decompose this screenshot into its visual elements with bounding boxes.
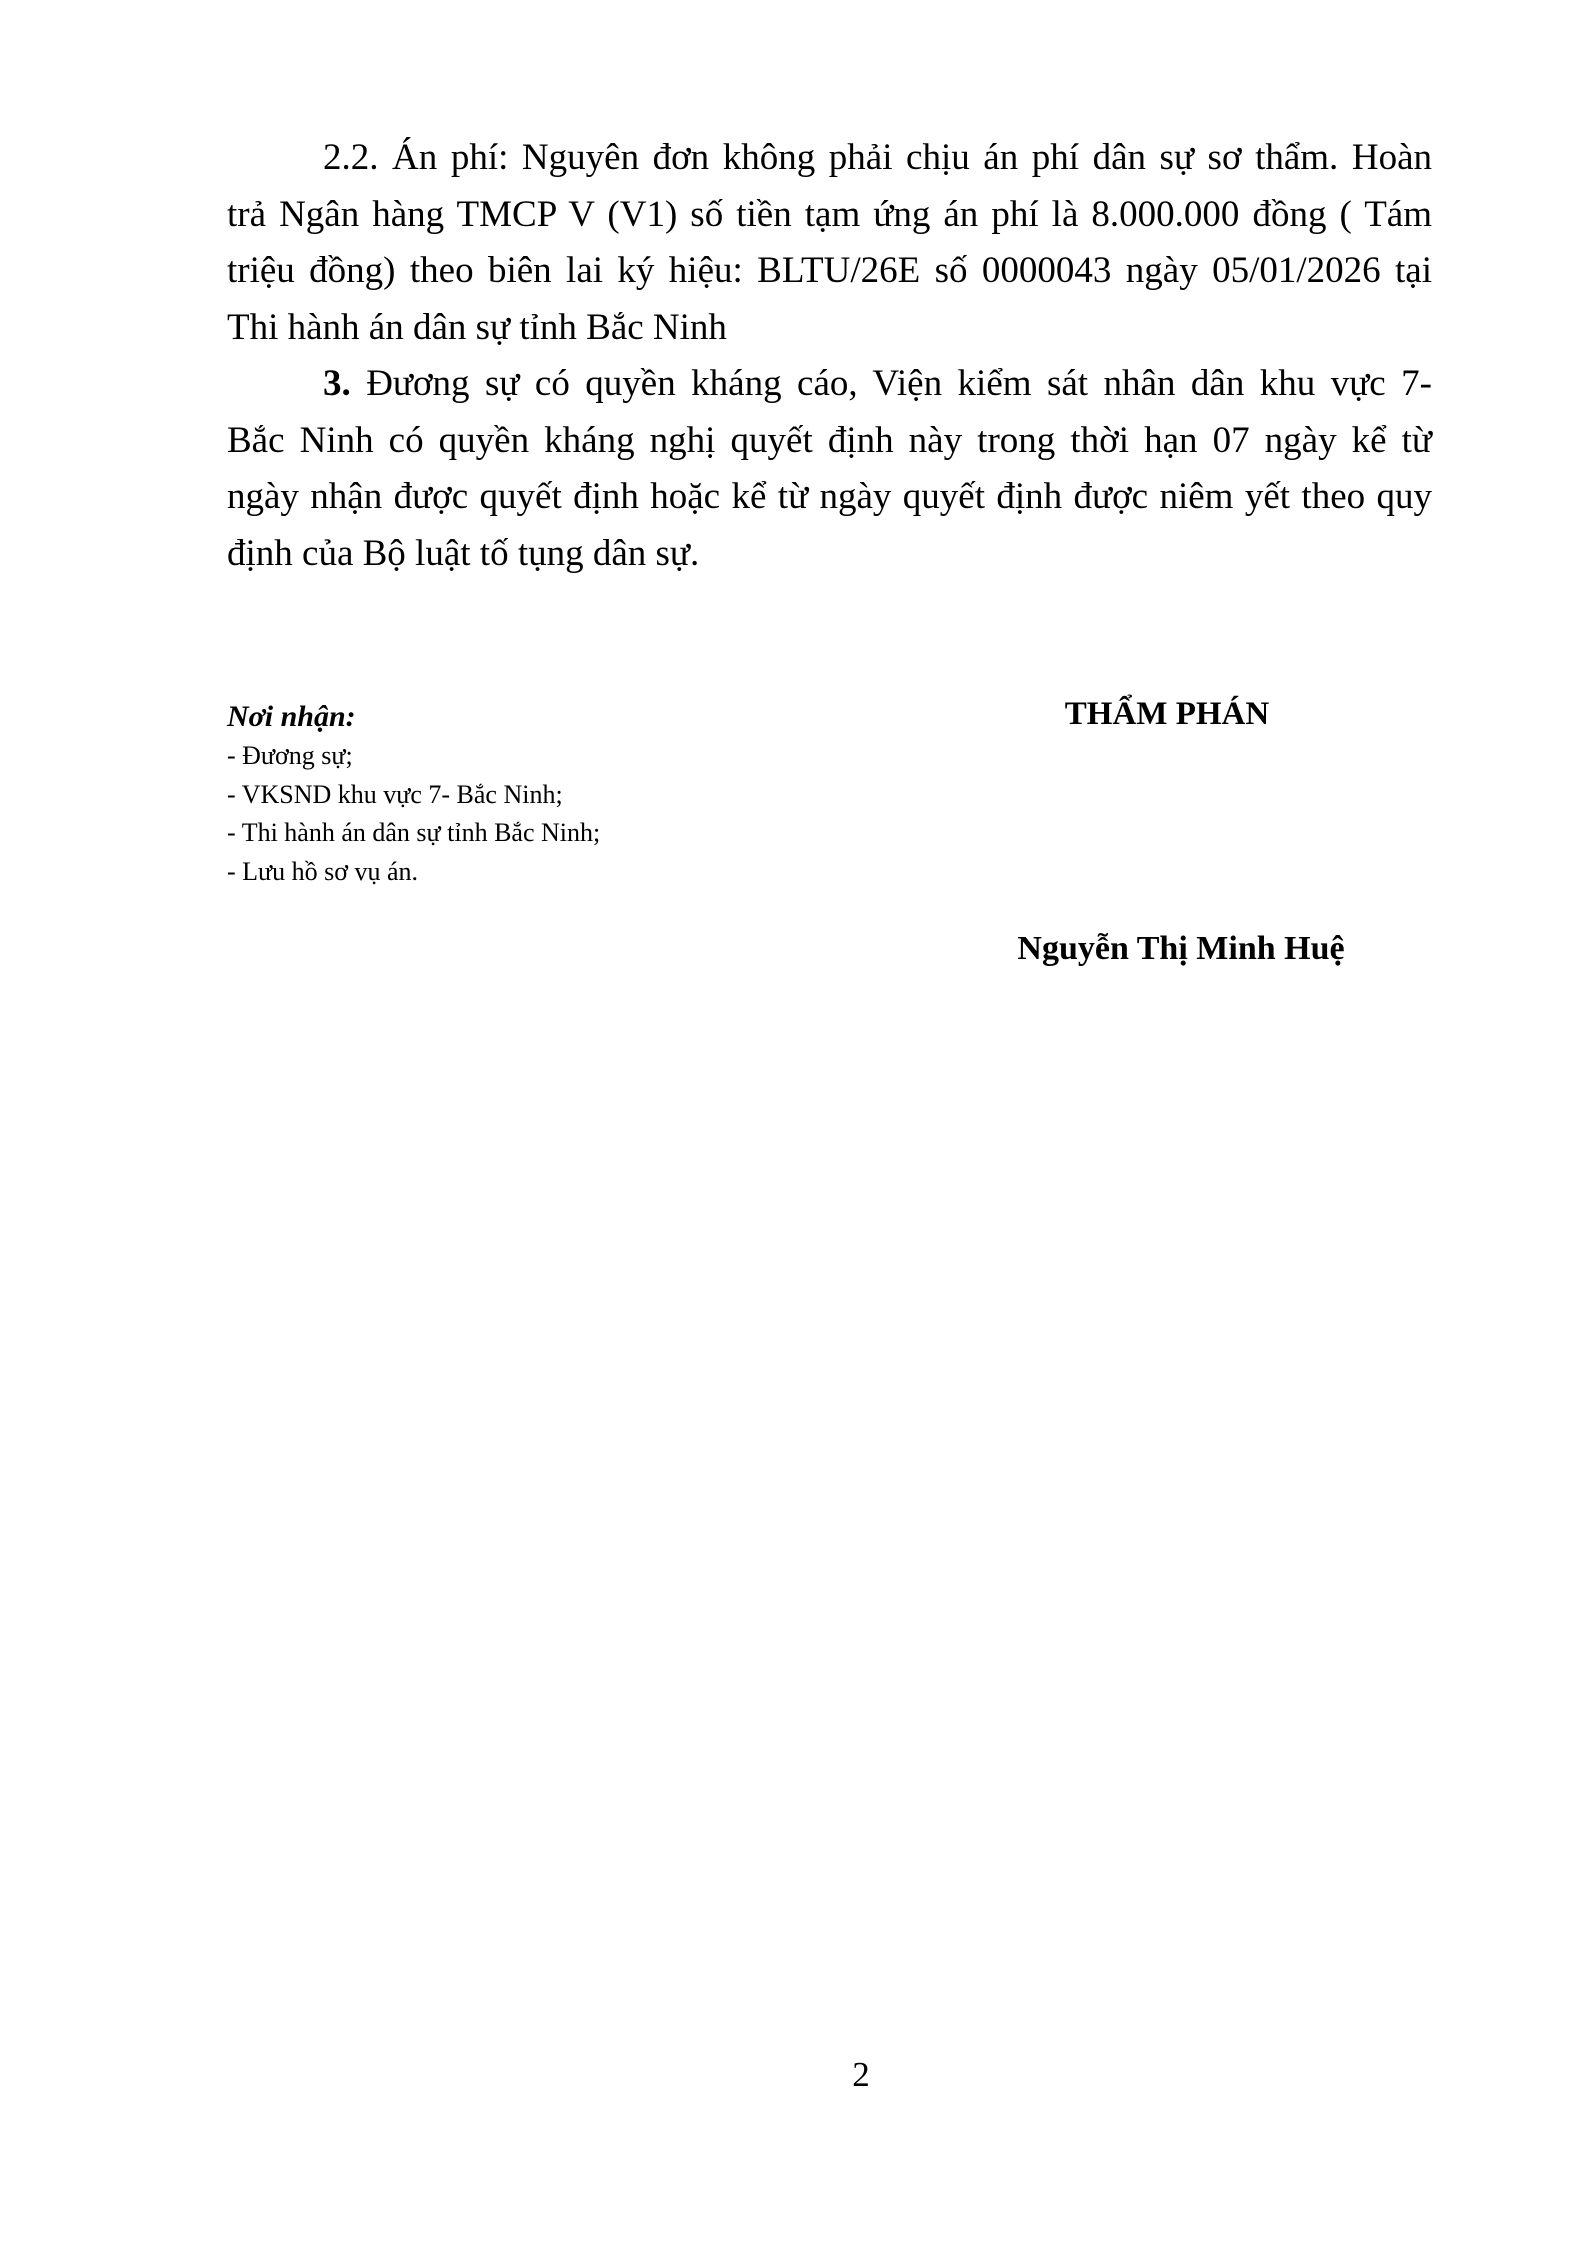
recipient-item: - VKSND khu vực 7- Bắc Ninh; [227, 779, 563, 809]
body-line: định của Bộ luật tố tụng dân sự. [227, 532, 700, 574]
body-line: Bắc Ninh có quyền kháng nghị quyết định này trong thời hạn 07 ngày kể từ [227, 419, 1432, 461]
body-line-text: Đương sự có quyền kháng cáo, Viện kiểm sát nhân dân khu vực 7- [366, 363, 1432, 404]
recipient-item: - Đương sự; [227, 741, 353, 770]
recipients-heading: Nơi nhận: [227, 700, 356, 733]
judge-signature-name: Nguyễn Thị Minh Huệ [1017, 930, 1345, 967]
page-number: 2 [852, 2055, 870, 2094]
judge-title: THẨM PHÁN [1064, 696, 1270, 732]
body-line: triệu đồng) theo biên lai ký hiệu: BLTU/26E số 0000043 ngày 05/01/2026 tại [227, 250, 1432, 291]
body-line: 2.2. Án phí: Nguyên đơn không phải chịu án phí dân sự sơ thẩm. Hoàn [323, 137, 1432, 178]
recipients-block [227, 697, 600, 891]
paragraph-number: 3. [323, 363, 351, 404]
body-line: Thi hành án dân sự tỉnh Bắc Ninh [227, 306, 727, 348]
paragraph-an-phi [227, 130, 1432, 356]
decision-body [227, 130, 1432, 582]
recipient-item: - Thi hành án dân sự tỉnh Bắc Ninh; [227, 818, 601, 847]
body-line: trả Ngân hàng TMCP V (V1) số tiền tạm ứng án phí là 8.000.000 đồng ( Tám [227, 193, 1432, 235]
body-line: ngày nhận được quyết định hoặc kể từ ngày quyết định được niêm yết theo quy [227, 476, 1432, 517]
body-line [227, 356, 1432, 413]
recipient-item: - Lưu hồ sơ vụ án. [227, 856, 419, 886]
paragraph-khang-cao [227, 356, 1432, 582]
